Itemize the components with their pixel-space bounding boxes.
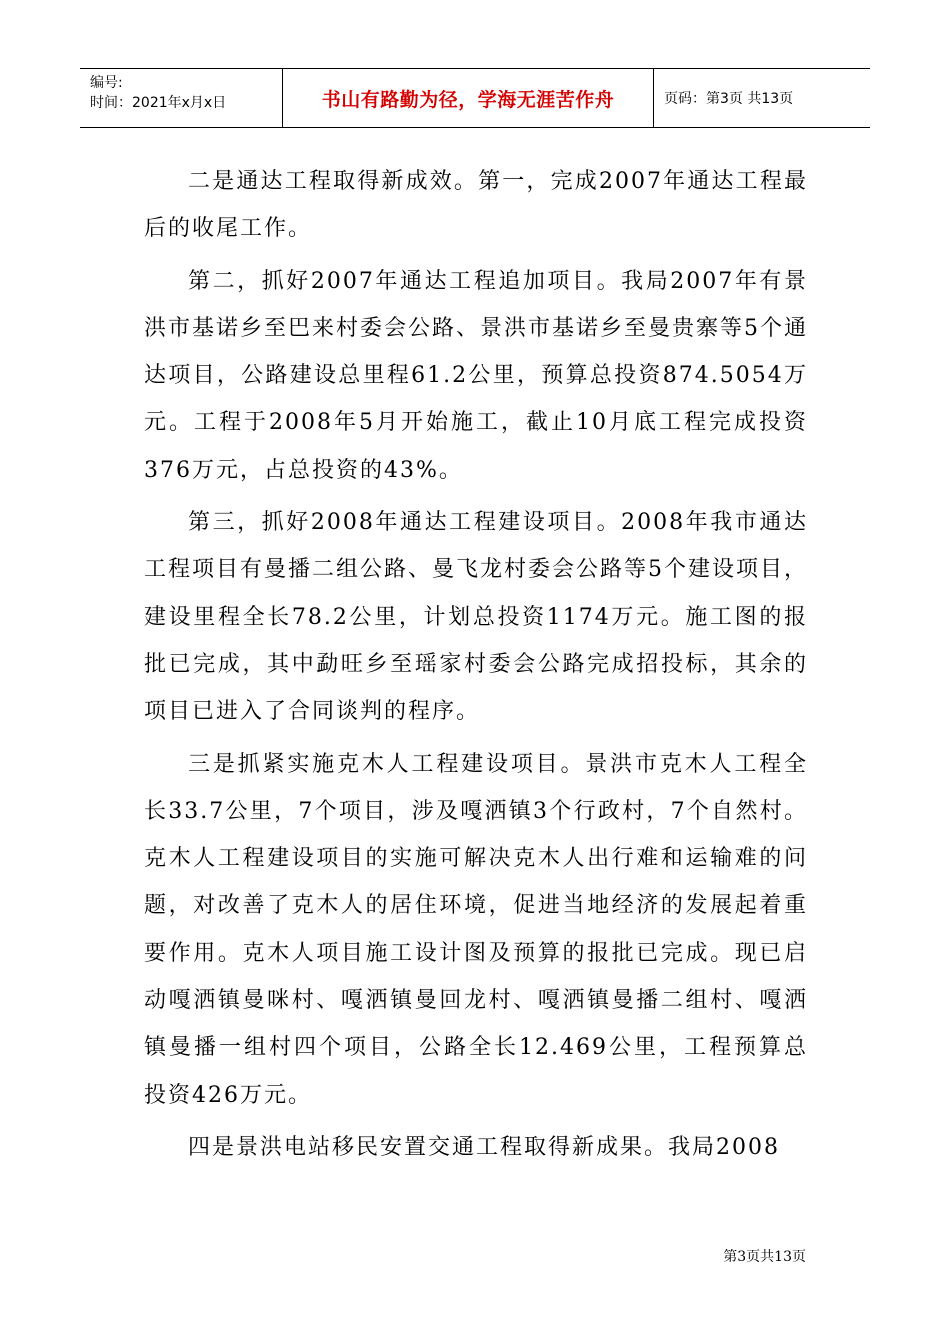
header-table — [80, 68, 870, 128]
document-number-label: 编号: — [90, 75, 123, 91]
header-page-cell — [654, 69, 870, 127]
header-meta-cell — [80, 69, 282, 127]
header-motto: 书山有路勤为径，学海无涯苦作舟 — [321, 88, 615, 111]
header-page-code: 页码：第3页 共13页 — [664, 91, 794, 107]
paragraph: 四是景洪电站移民安置交通工程取得新成果。我局2008 — [188, 1134, 780, 1160]
document-date-label: 时间：2021年x月x日 — [90, 95, 227, 111]
paragraph: 二是通达工程取得新成效。第一，完成2007年通达工程最后的收尾工作。 — [144, 169, 808, 242]
paragraph: 第三，抓好2008年通达工程建设项目。2008年我市通达工程项目有曼播二组公路、曼飞龙村委会公路等5个建设项目，建设里程全长78.2公里，计划总投资1174万元。施工图的报批已完成，其中勐旺乡至瑶家村委会公路完成招投标，其余的项目已进入了合同谈判的程序。 — [144, 510, 808, 725]
footer-page-indicator: 第3页共13页 — [723, 1249, 806, 1265]
paragraph: 三是抓紧实施克木人工程建设项目。景洪市克木人工程全长33.7公里，7个项目，涉及嘎洒镇3个行政村，7个自然村。克木人工程建设项目的实施可解决克木人出行难和运输难的问题，对改善了克木人的居住环境，促进当地经济的发展起着重要作用。克木人项目施工设计图及预算的报批已完成。现已启动嘎洒镇曼咪村、嘎洒镇曼回龙村、嘎洒镇曼播二组村、嘎洒镇曼播一组村四个项目，公路全长12.469公里，工程预算总投资426万元。 — [144, 751, 808, 1108]
paragraph: 第二，抓好2007年通达工程追加项目。我局2007年有景洪市基诺乡至巴来村委会公路、景洪市基诺乡至曼贵寨等5个通达项目，公路建设总里程61.2公里，预算总投资874.5054万元。工程于2008年5月开始施工，截止10月底工程完成投资376万元，占总投资的43%。 — [144, 268, 808, 483]
document-body — [144, 158, 808, 1176]
header-motto-cell — [282, 69, 654, 127]
